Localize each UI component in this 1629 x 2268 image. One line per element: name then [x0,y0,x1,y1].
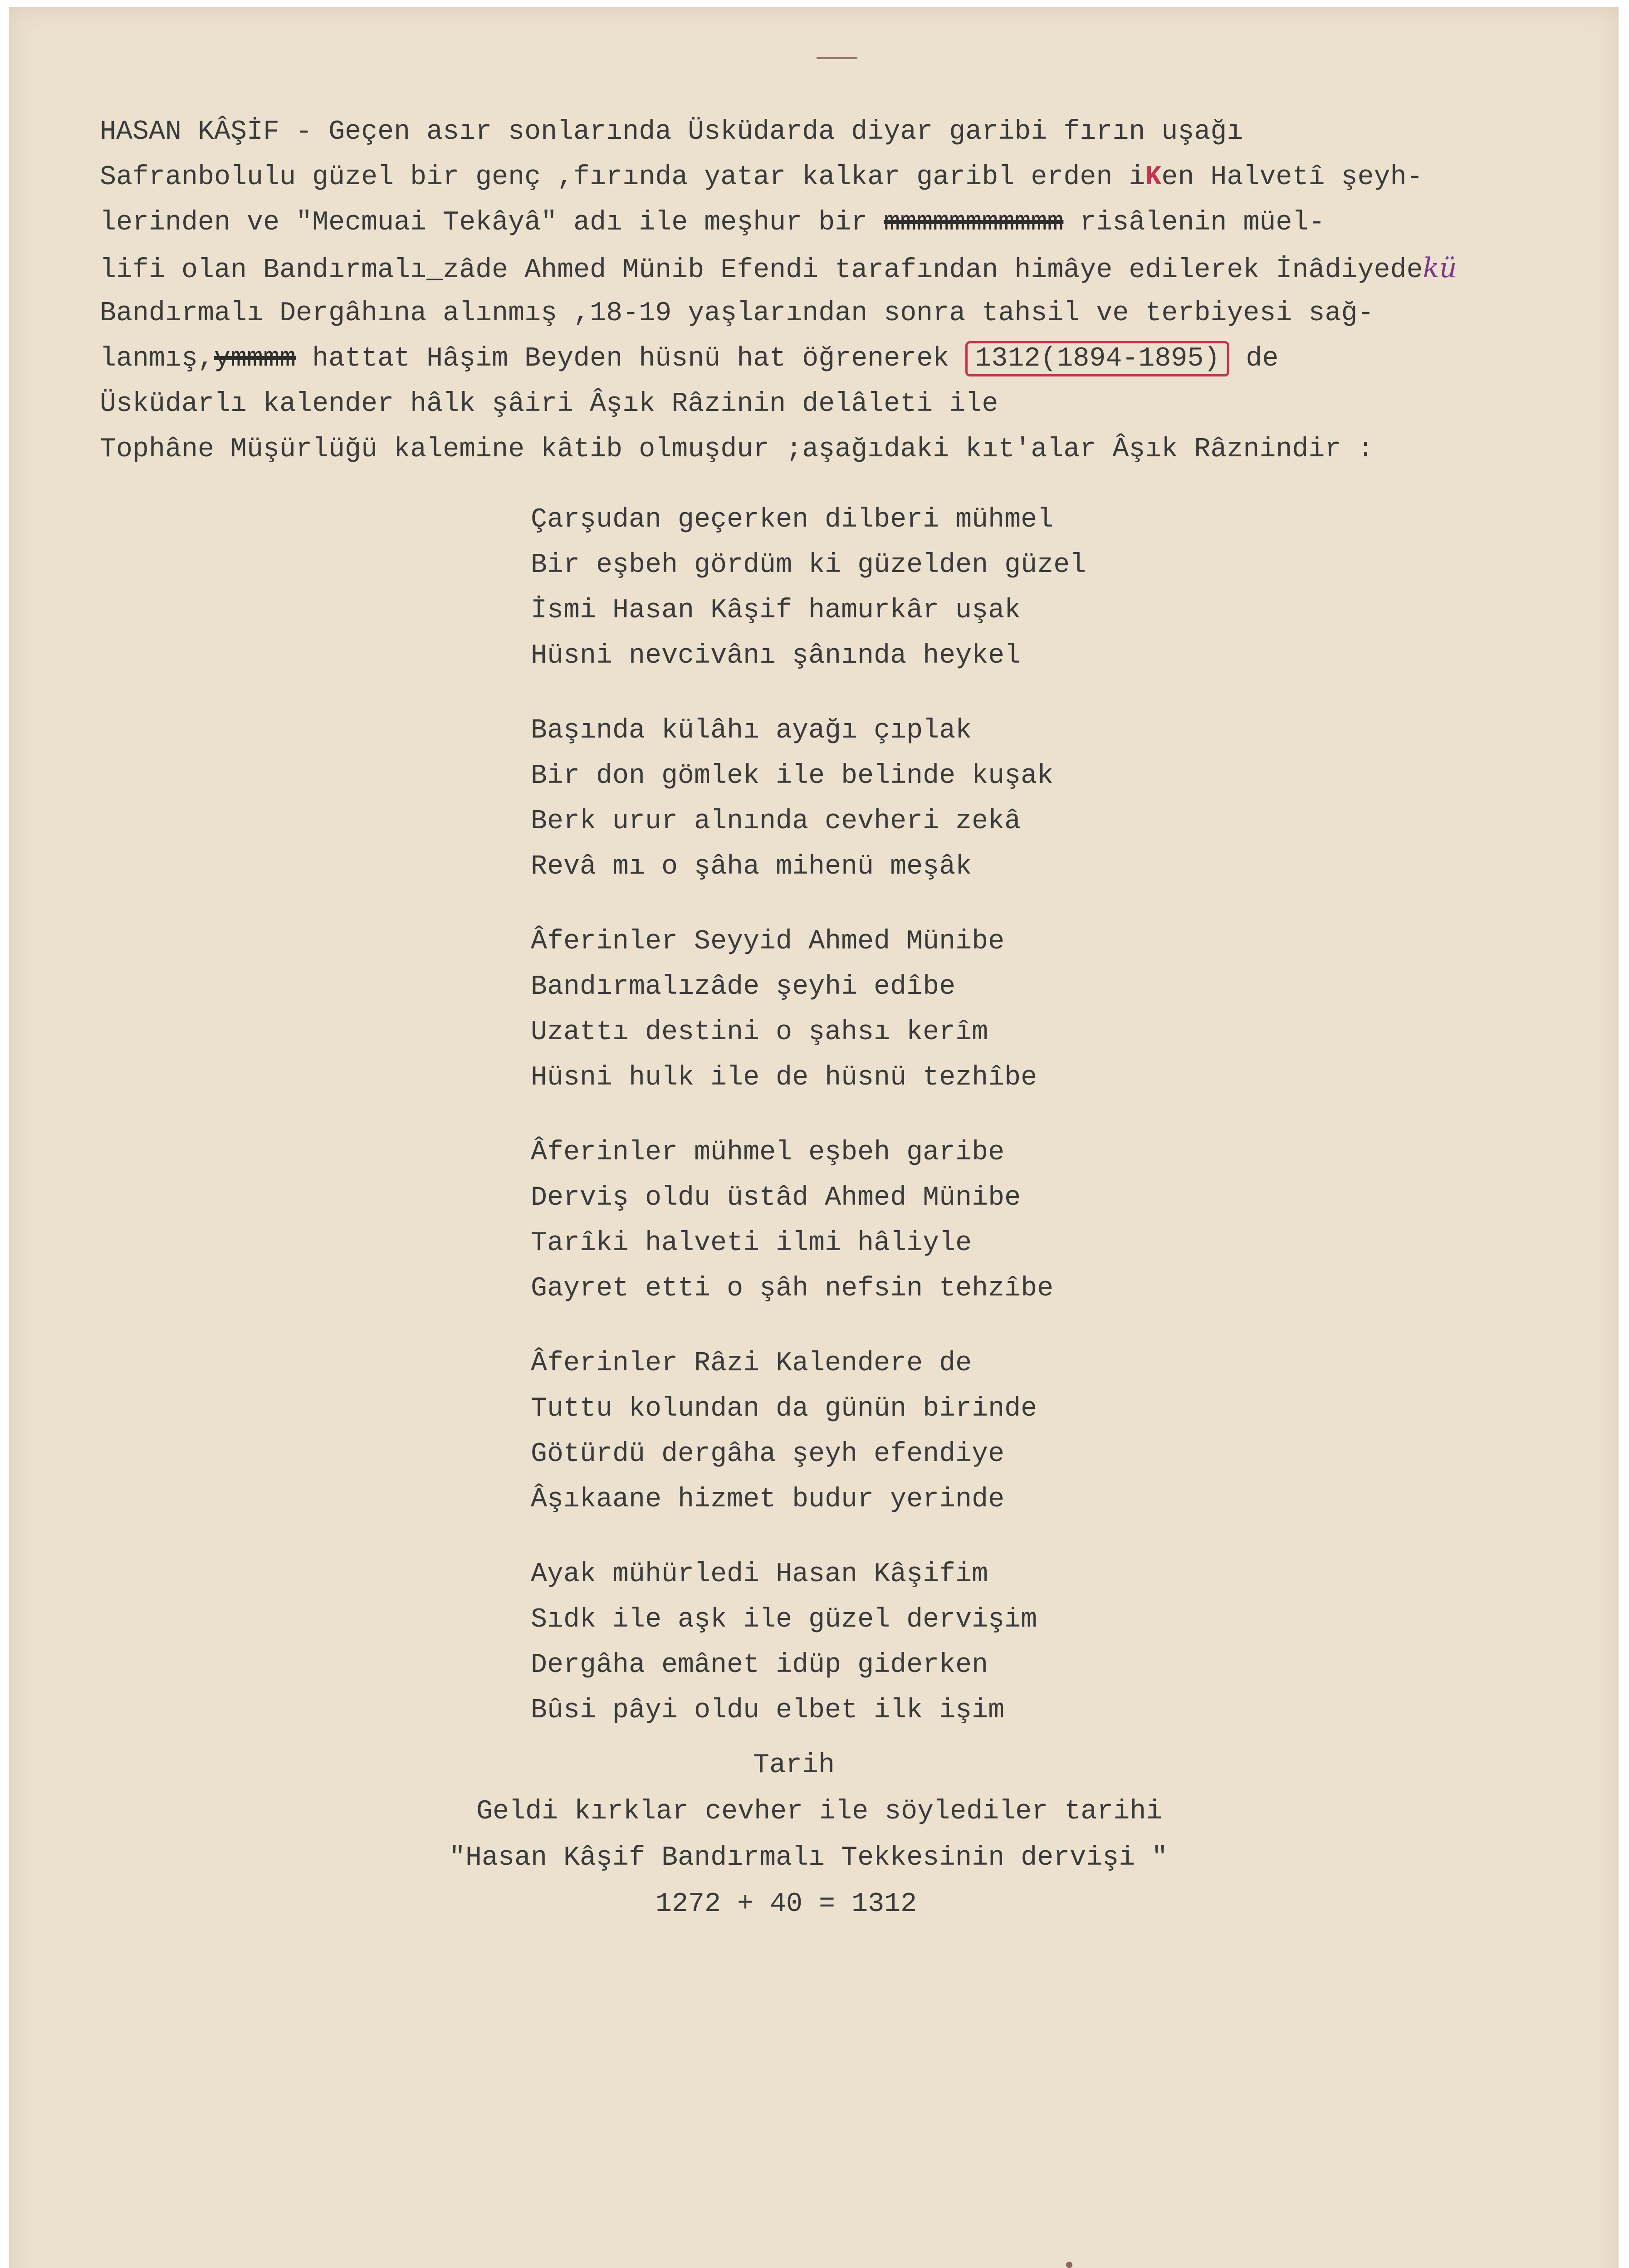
verse-line: Revâ mı o şâha mihenü meşâk [531,851,972,882]
verse-line: Hüsni hulk ile de hüsnü tezhîbe [531,1062,1037,1093]
paragraph-line-5 [100,291,1574,336]
verse-line: Ayak mühürledi Hasan Kâşifim [531,1559,988,1590]
tarih-sum: 1272 + 40 = 1312 [656,1889,917,1920]
verse-line: Çarşudan geçerken dilberi mühmel [531,504,1054,535]
stanza-6 [531,1552,1086,1733]
verse-line: Bir don gömlek ile belinde kuşak [531,761,1054,792]
line-5-text: Bandırmalı Dergâhına alınmış ,18-19 yaşlarından sonra tahsil ve terbiyesi sağ- [100,298,1374,329]
line-2-text-a: Safranbolulu güzel bir genç ,fırında yatar kalkar garibl erden i [100,162,1145,193]
verse-line: Bûsi pâyi oldu elbet ilk işim [531,1695,1005,1726]
verse-line: Tuttu kolundan da günün birinde [531,1393,1037,1424]
line-3-text-b: risâlenin müel- [1063,207,1325,238]
line-6-text-a: lanmış, [100,343,215,374]
biography-paragraph [100,109,1574,472]
paragraph-line-7 [100,381,1574,427]
stanza-5 [531,1341,1086,1522]
red-correction-k: K [1145,162,1162,193]
paragraph-line-2 [100,155,1574,200]
paragraph-line-8 [100,427,1574,472]
verse-line: Âferinler Seyyid Ahmed Münibe [531,926,1005,957]
purple-correction: kü [1423,252,1457,284]
verse-line: Âferinler Râzi Kalendere de [531,1348,972,1379]
verse-line: Âferinler mühmel eşbeh garibe [531,1137,1005,1168]
verse-line: Gayret etti o şâh nefsin tehzîbe [531,1273,1054,1304]
paragraph-line-3 [100,200,1574,245]
verse-line: Dergâha emânet idüp giderken [531,1650,988,1681]
verse-line: Âşıkaane hizmet budur yerinde [531,1484,1005,1515]
paper-sheet [9,7,1619,2268]
line-8-text: Tophâne Müşürlüğü kalemine kâtib olmuşdur ;aşağıdaki kıt'alar Âşık Râznindir : [100,434,1374,465]
paragraph-line-4 [100,245,1574,291]
verse-line: Derviş oldu üstâd Ahmed Münibe [531,1183,1021,1213]
paragraph-line-1 [100,109,1574,155]
line-6-text-b: hattat Hâşim Beyden hüsnü hat öğrenerek [296,343,966,374]
red-boxed-date: 1312(1894-1895) [965,341,1229,376]
line-1-text: HASAN KÂŞİF - Geçen asır sonlarında Üsküdarda diyar garibi fırın uşağı [100,117,1243,147]
verse-line: Hüsni nevcivânı şânında heykel [531,640,1021,671]
struck-out-word: mmmmmmmmmmm [884,207,1064,238]
tarih-line-2: "Hasan Kâşif Bandırmalı Tekkesinin dervişi " [449,1843,1168,1873]
verse-line: Berk urur alnında cevheri zekâ [531,806,1021,837]
verse-line: Başında külâhı ayağı çıplak [531,715,972,746]
struck-out-word-2: ymmmm [214,343,296,374]
ink-spot [1066,2262,1072,2268]
line-4-text: lifi olan Bandırmalı_zâde Ahmed Münib Efendi tarafından himâye edilerek İnâdiyede [100,255,1423,286]
verse-line: Götürdü dergâha şeyh efendiye [531,1439,1005,1470]
line-6-text-c: de [1229,343,1279,374]
stanza-2 [531,708,1086,890]
line-3-text-a: lerinden ve "Mecmuai Tekâyâ" adı ile meşhur bir [100,207,884,238]
stanza-1 [531,497,1086,679]
tarih-section [449,1742,1168,1927]
line-7-text: Üsküdarlı kalender hâlk şâiri Âşık Râzinin delâleti ile [100,389,998,420]
top-pen-mark [817,57,857,59]
paragraph-line-6 [100,336,1574,381]
verse-line: Uzattı destini o şahsı kerîm [531,1017,988,1048]
verse-line: Bandırmalızâde şeyhi edîbe [531,972,956,1002]
tarih-line-1: Geldi kırklar cevher ile söylediler tarihi [476,1796,1163,1827]
stanza-4 [531,1130,1086,1311]
line-2-text-b: en Halvetî şeyh- [1161,162,1423,193]
verse-line: İsmi Hasan Kâşif hamurkâr uşak [531,595,1021,626]
stanza-3 [531,919,1086,1100]
poem [531,497,1086,1763]
tarih-title: Tarih [753,1750,835,1781]
verse-line: Tarîki halveti ilmi hâliyle [531,1228,972,1259]
verse-line: Sıdk ile aşk ile güzel dervişim [531,1604,1037,1635]
verse-line: Bir eşbeh gördüm ki güzelden güzel [531,550,1086,581]
